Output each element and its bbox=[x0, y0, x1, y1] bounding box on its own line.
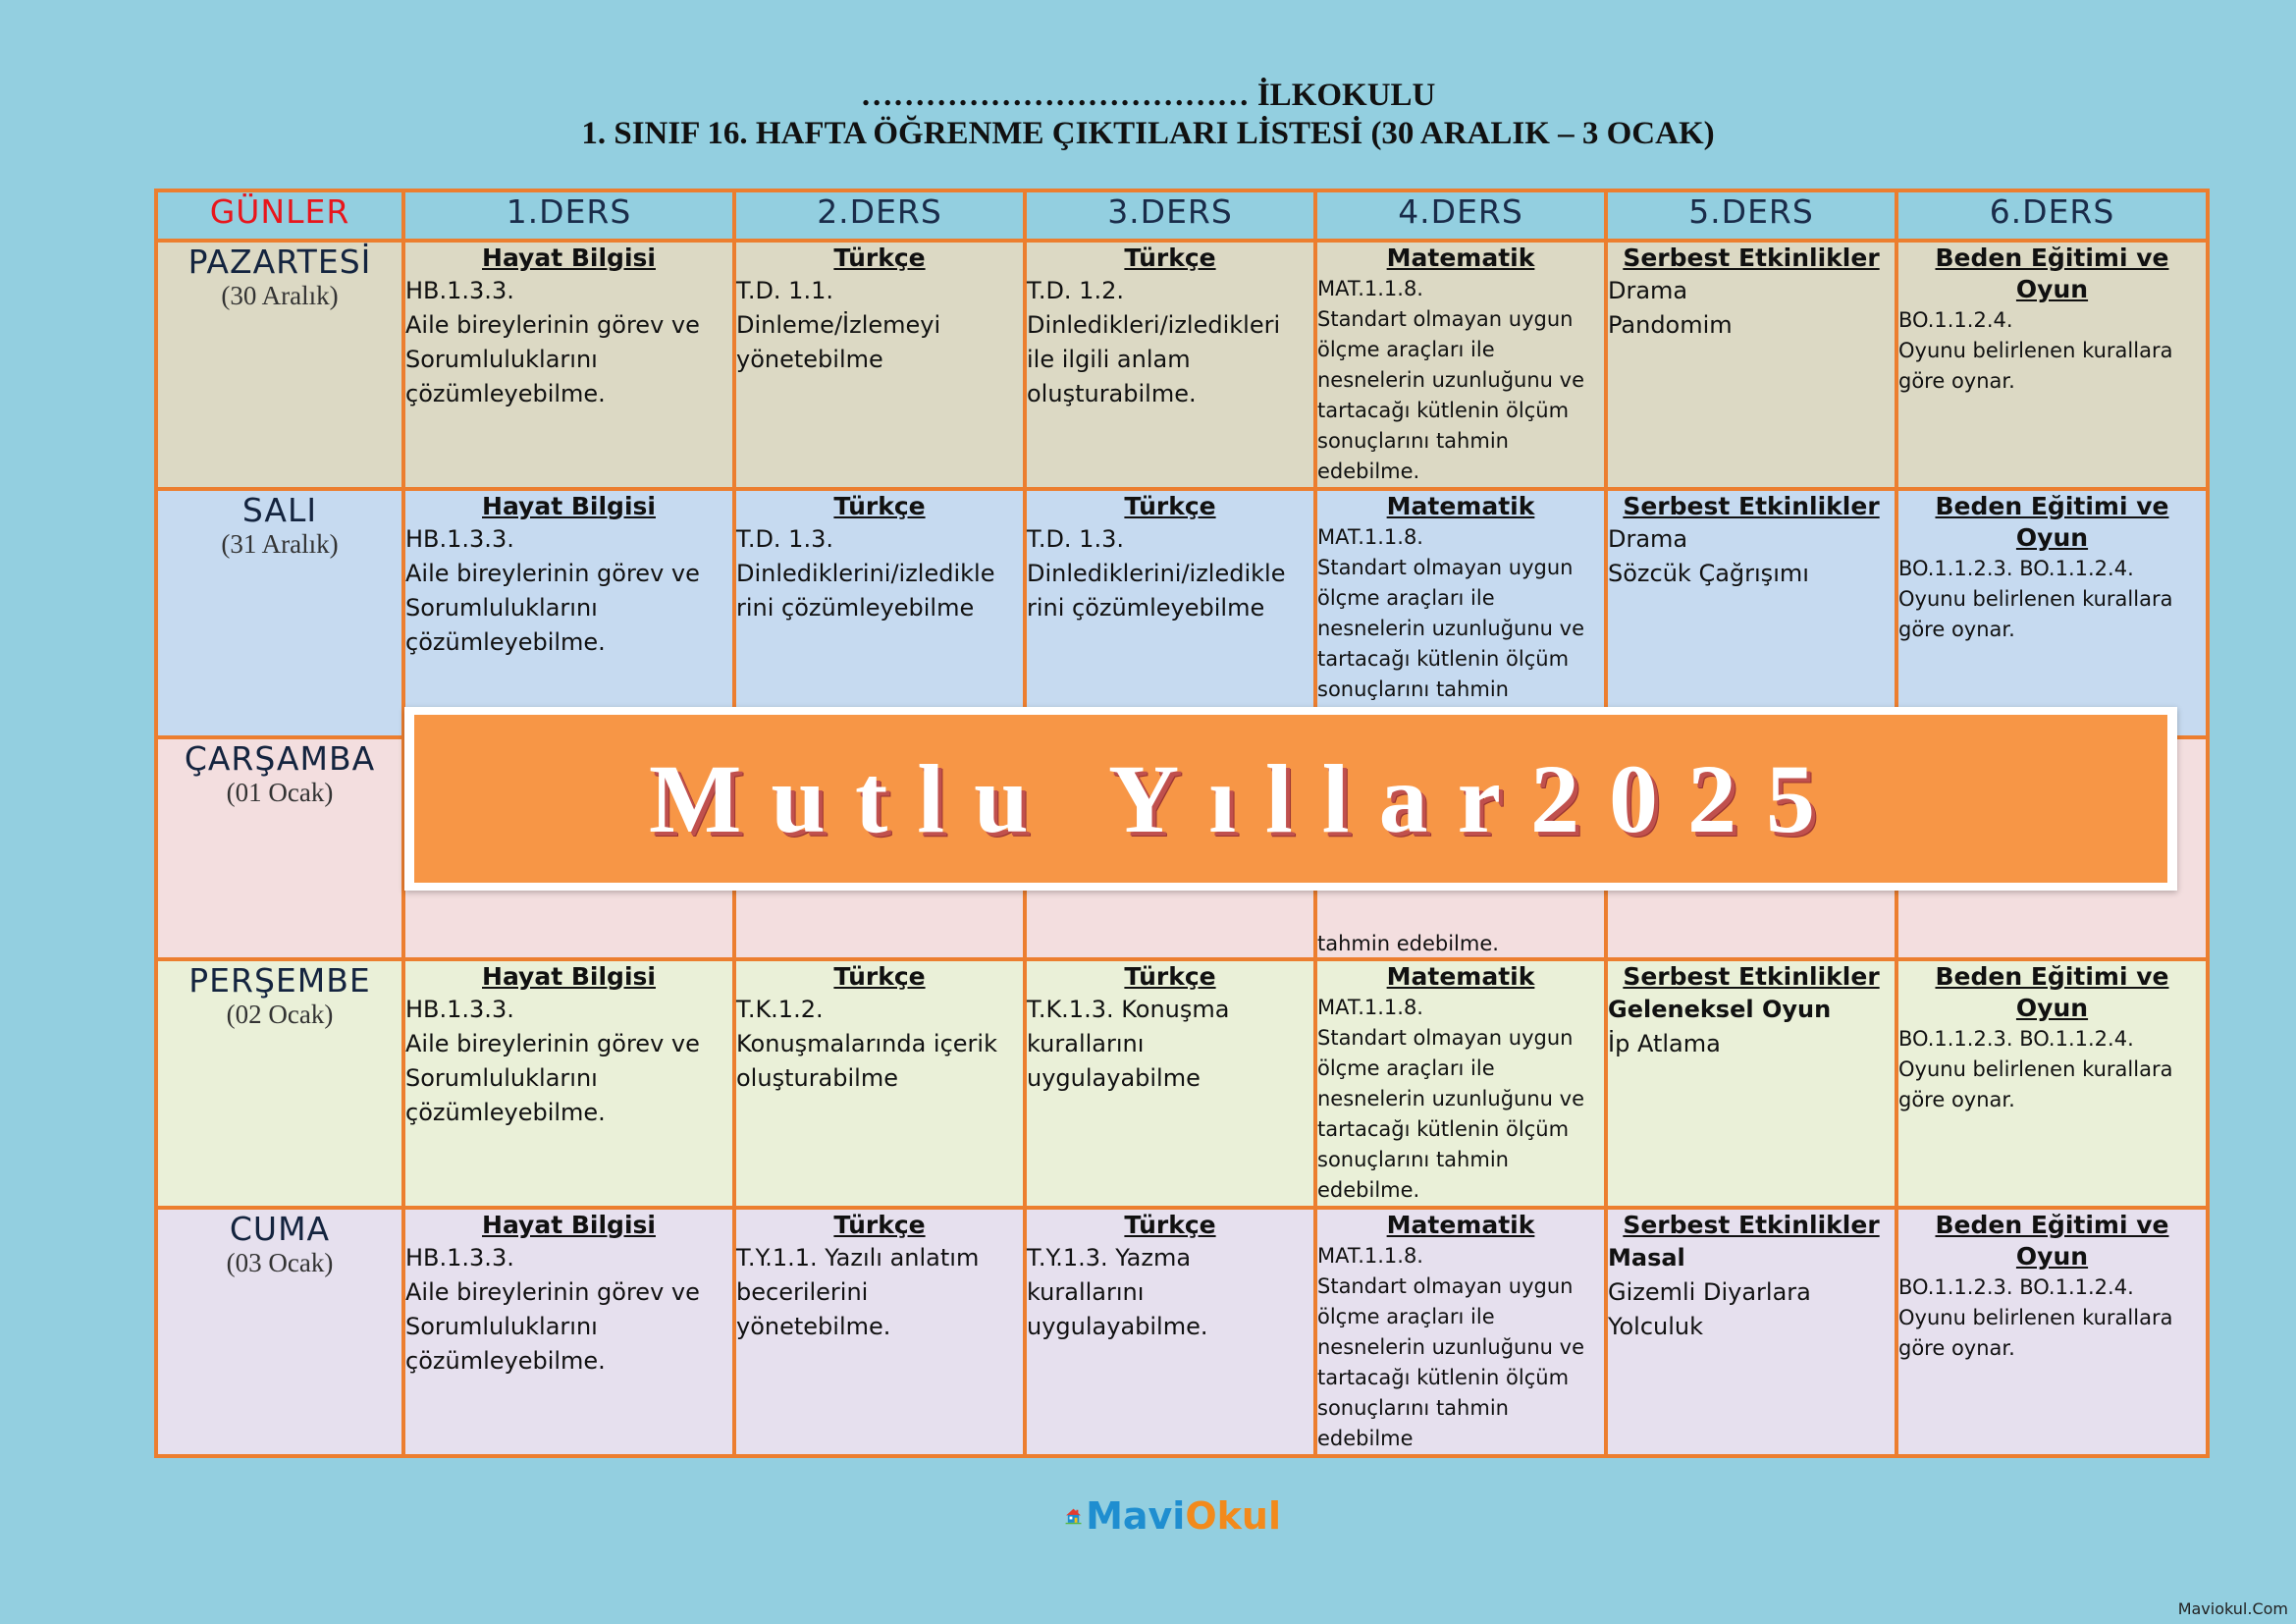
maviokul-logo bbox=[1065, 1481, 1281, 1551]
lesson-description: Standart olmayan uygun ölçme araçları ile nesnelerin uzunluğunu ve tartacağı kütlenin ölçüm sonuçlarını tahmin edebilme. bbox=[1317, 307, 1584, 483]
header-lesson-3: 3.DERS bbox=[1027, 192, 1313, 239]
lesson-description: Dinledikleri/izledikleri ile ilgili anlam oluşturabilme. bbox=[1027, 311, 1281, 407]
lesson-code: Geleneksel Oyun bbox=[1608, 996, 1832, 1023]
lesson-cell bbox=[1317, 961, 1604, 1206]
header-lesson-1: 1.DERS bbox=[405, 192, 732, 239]
logo-text-mavi: Mavi bbox=[1086, 1494, 1186, 1538]
day-date: (30 Aralık) bbox=[221, 281, 339, 310]
lesson-description: Standart olmayan uygun ölçme araçları ile nesnelerin uzunluğunu ve tartacağı kütlenin ölçüm sonuçlarını tahmin edebilme. bbox=[1317, 1026, 1584, 1202]
lesson-cell bbox=[1317, 491, 1604, 735]
lesson-subject: Matematik bbox=[1386, 492, 1535, 520]
lesson-cell bbox=[1898, 961, 2206, 1206]
lesson-cell bbox=[1608, 491, 1895, 735]
lesson-subject: Beden Eğitimi ve Oyun bbox=[1935, 1211, 2169, 1271]
banner-fill bbox=[414, 715, 2167, 883]
lesson-subject: Serbest Etkinlikler bbox=[1623, 1211, 1880, 1239]
lesson-code: HB.1.3.3. bbox=[405, 996, 514, 1023]
lesson-cell bbox=[1608, 961, 1895, 1206]
lesson-description: Konuşmalarında içerik oluşturabilme bbox=[736, 1030, 997, 1092]
lesson-description: Dinlediklerini/izledikle rini çözümleyebilme bbox=[1027, 560, 1286, 622]
day-name: PERŞEMBE bbox=[188, 961, 371, 1000]
header-lesson-5: 5.DERS bbox=[1608, 192, 1895, 239]
lesson-cell bbox=[736, 491, 1023, 735]
lesson-description: Oyunu belirlenen kurallara göre oynar. bbox=[1898, 339, 2173, 393]
lesson-cell bbox=[1317, 1210, 1604, 1454]
lesson-subject: Hayat Bilgisi bbox=[482, 492, 656, 520]
day-date: (02 Ocak) bbox=[226, 1000, 334, 1029]
lesson-subject: Türkçe bbox=[833, 492, 926, 520]
header-lesson-6: 6.DERS bbox=[1898, 192, 2206, 239]
day-date: (01 Ocak) bbox=[226, 778, 334, 807]
lesson-code: HB.1.3.3. bbox=[405, 277, 514, 304]
lesson-code: T.K.1.3. Konuşma bbox=[1027, 996, 1230, 1023]
new-year-banner bbox=[404, 707, 2177, 891]
lesson-code: BO.1.1.2.3. BO.1.1.2.4. bbox=[1898, 1027, 2134, 1051]
lesson-subject: Hayat Bilgisi bbox=[482, 244, 656, 272]
lesson-description: kurallarını uygulayabilme bbox=[1027, 1030, 1201, 1092]
table-row bbox=[158, 491, 2206, 735]
footer-site: Maviokul.Com bbox=[2177, 1599, 2288, 1618]
lesson-subject: Beden Eğitimi ve Oyun bbox=[1935, 492, 2169, 552]
lesson-subject: Beden Eğitimi ve Oyun bbox=[1935, 962, 2169, 1022]
lesson-cell bbox=[736, 1210, 1023, 1454]
lesson-cell bbox=[736, 961, 1023, 1206]
lesson-description: becerilerini yönetebilme. bbox=[736, 1278, 891, 1340]
table-row bbox=[158, 243, 2206, 487]
lesson-subject: Türkçe bbox=[833, 962, 926, 991]
lesson-subject: Matematik bbox=[1386, 244, 1535, 272]
lesson-code: BO.1.1.2.3. BO.1.1.2.4. bbox=[1898, 1275, 2134, 1299]
lesson-subject: Serbest Etkinlikler bbox=[1623, 244, 1880, 272]
table-row bbox=[158, 961, 2206, 1206]
lesson-cell bbox=[1317, 243, 1604, 487]
lesson-description: Dinlediklerini/izledikle rini çözümleyebilme bbox=[736, 560, 995, 622]
lesson-subject: Hayat Bilgisi bbox=[482, 962, 656, 991]
lesson-code: T.D. 1.3. bbox=[736, 525, 833, 553]
lesson-code: T.K.1.2. bbox=[736, 996, 824, 1023]
lesson-code: T.D. 1.3. bbox=[1027, 525, 1124, 553]
lesson-cell bbox=[1027, 1210, 1313, 1454]
day-cell bbox=[158, 491, 401, 735]
lesson-description: Oyunu belirlenen kurallara göre oynar. bbox=[1898, 1057, 2173, 1111]
header-lesson-2: 2.DERS bbox=[736, 192, 1023, 239]
lesson-cell bbox=[1027, 491, 1313, 735]
day-name: ÇARŞAMBA bbox=[184, 739, 376, 778]
lesson-subject: Türkçe bbox=[1124, 962, 1216, 991]
house-icon bbox=[1065, 1485, 1082, 1547]
lesson-code: HB.1.3.3. bbox=[405, 525, 514, 553]
lesson-subject: Türkçe bbox=[1124, 492, 1216, 520]
lesson-code: BO.1.1.2.3. BO.1.1.2.4. bbox=[1898, 557, 2134, 580]
lesson-code: T.D. 1.1. bbox=[736, 277, 833, 304]
table-row bbox=[158, 1210, 2206, 1454]
lesson-subject: Türkçe bbox=[833, 244, 926, 272]
lesson-cell bbox=[405, 961, 732, 1206]
lesson-cell bbox=[1608, 1210, 1895, 1454]
lesson-description: Oyunu belirlenen kurallara göre oynar. bbox=[1898, 587, 2173, 641]
day-name: SALI bbox=[241, 491, 318, 529]
lesson-description: Standart olmayan uygun ölçme araçları ile nesnelerin uzunluğunu ve tartacağı kütlenin ölçüm sonuçlarını tahmin bbox=[1317, 556, 1584, 701]
lesson-description: Dinleme/İzlemeyi yönetebilme bbox=[736, 311, 941, 373]
lesson-cell bbox=[405, 491, 732, 735]
lesson-subject: Beden Eğitimi ve Oyun bbox=[1935, 244, 2169, 303]
lesson-subject: Matematik bbox=[1386, 1211, 1535, 1239]
lesson-description: Aile bireylerinin görev ve Sorumluluklarını çözümleyebilme. bbox=[405, 1030, 700, 1126]
lesson-code: MAT.1.1.8. bbox=[1317, 277, 1423, 300]
lesson-description: Oyunu belirlenen kurallara göre oynar. bbox=[1898, 1306, 2173, 1360]
school-name: ……………………………… İLKOKULU bbox=[860, 78, 1436, 113]
lesson-description: kurallarını uygulayabilme. bbox=[1027, 1278, 1208, 1340]
lesson-code: Drama bbox=[1608, 277, 1688, 304]
lesson-description: İp Atlama bbox=[1608, 1030, 1721, 1057]
lesson-subject: Serbest Etkinlikler bbox=[1623, 962, 1880, 991]
day-cell bbox=[158, 961, 401, 1206]
lesson-cell bbox=[1898, 1210, 2206, 1454]
lesson-subject: Hayat Bilgisi bbox=[482, 1211, 656, 1239]
lesson-cell bbox=[1027, 243, 1313, 487]
lesson-description: Aile bireylerinin görev ve Sorumluluklarını çözümleyebilme. bbox=[405, 560, 700, 656]
lesson-cell bbox=[1898, 491, 2206, 735]
banner-text: Mutlu Yıllar2025 bbox=[649, 744, 1844, 853]
lesson-cell bbox=[405, 243, 732, 487]
lesson-subject: Matematik bbox=[1386, 962, 1535, 991]
lesson-cell bbox=[1027, 961, 1313, 1206]
lesson-code: MAT.1.1.8. bbox=[1317, 1244, 1423, 1268]
lesson-cell bbox=[1608, 243, 1895, 487]
logo-text-okul: Okul bbox=[1185, 1494, 1281, 1538]
lesson-description: tahmin edebilme. bbox=[1317, 932, 1499, 955]
lesson-cell bbox=[1898, 243, 2206, 487]
lesson-subject: Türkçe bbox=[1124, 1211, 1216, 1239]
lesson-code: MAT.1.1.8. bbox=[1317, 525, 1423, 549]
lesson-subject: Serbest Etkinlikler bbox=[1623, 492, 1880, 520]
lesson-subject: Türkçe bbox=[833, 1211, 926, 1239]
lesson-description: Standart olmayan uygun ölçme araçları ile nesnelerin uzunluğunu ve tartacağı kütlenin ölçüm sonuçlarını tahmin edebilme bbox=[1317, 1274, 1584, 1450]
day-date: (03 Ocak) bbox=[226, 1248, 334, 1277]
page-title: 1. SINIF 16. HAFTA ÖĞRENME ÇIKTILARI LİSTESİ (30 ARALIK – 3 OCAK) bbox=[581, 116, 1715, 151]
lesson-description: Aile bireylerinin görev ve Sorumluluklarını çözümleyebilme. bbox=[405, 1278, 700, 1375]
day-date: (31 Aralık) bbox=[221, 529, 339, 559]
lesson-description: Aile bireylerinin görev ve Sorumluluklarını çözümleyebilme. bbox=[405, 311, 700, 407]
day-name: PAZARTESİ bbox=[187, 243, 372, 281]
day-name: CUMA bbox=[229, 1210, 331, 1248]
lesson-code: T.D. 1.2. bbox=[1027, 277, 1124, 304]
day-cell bbox=[158, 739, 401, 957]
lesson-code: T.Y.1.3. Yazma bbox=[1027, 1244, 1192, 1272]
lesson-description: Gizemli Diyarlara Yolculuk bbox=[1608, 1278, 1811, 1340]
lesson-subject: Türkçe bbox=[1124, 244, 1216, 272]
header-days: GÜNLER bbox=[158, 192, 401, 239]
lesson-description: Pandomim bbox=[1608, 311, 1733, 339]
lesson-code: MAT.1.1.8. bbox=[1317, 996, 1423, 1019]
lesson-code: Masal bbox=[1608, 1244, 1685, 1272]
header-lesson-4: 4.DERS bbox=[1317, 192, 1604, 239]
day-cell bbox=[158, 1210, 401, 1454]
day-cell bbox=[158, 243, 401, 487]
lesson-code: T.Y.1.1. Yazılı anlatım bbox=[736, 1244, 980, 1272]
lesson-cell bbox=[736, 243, 1023, 487]
lesson-cell bbox=[405, 1210, 732, 1454]
lesson-description: Sözcük Çağrışımı bbox=[1608, 560, 1809, 587]
lesson-code: Drama bbox=[1608, 525, 1688, 553]
lesson-code: BO.1.1.2.4. bbox=[1898, 308, 2013, 332]
lesson-code: HB.1.3.3. bbox=[405, 1244, 514, 1272]
header-row bbox=[158, 192, 2206, 239]
